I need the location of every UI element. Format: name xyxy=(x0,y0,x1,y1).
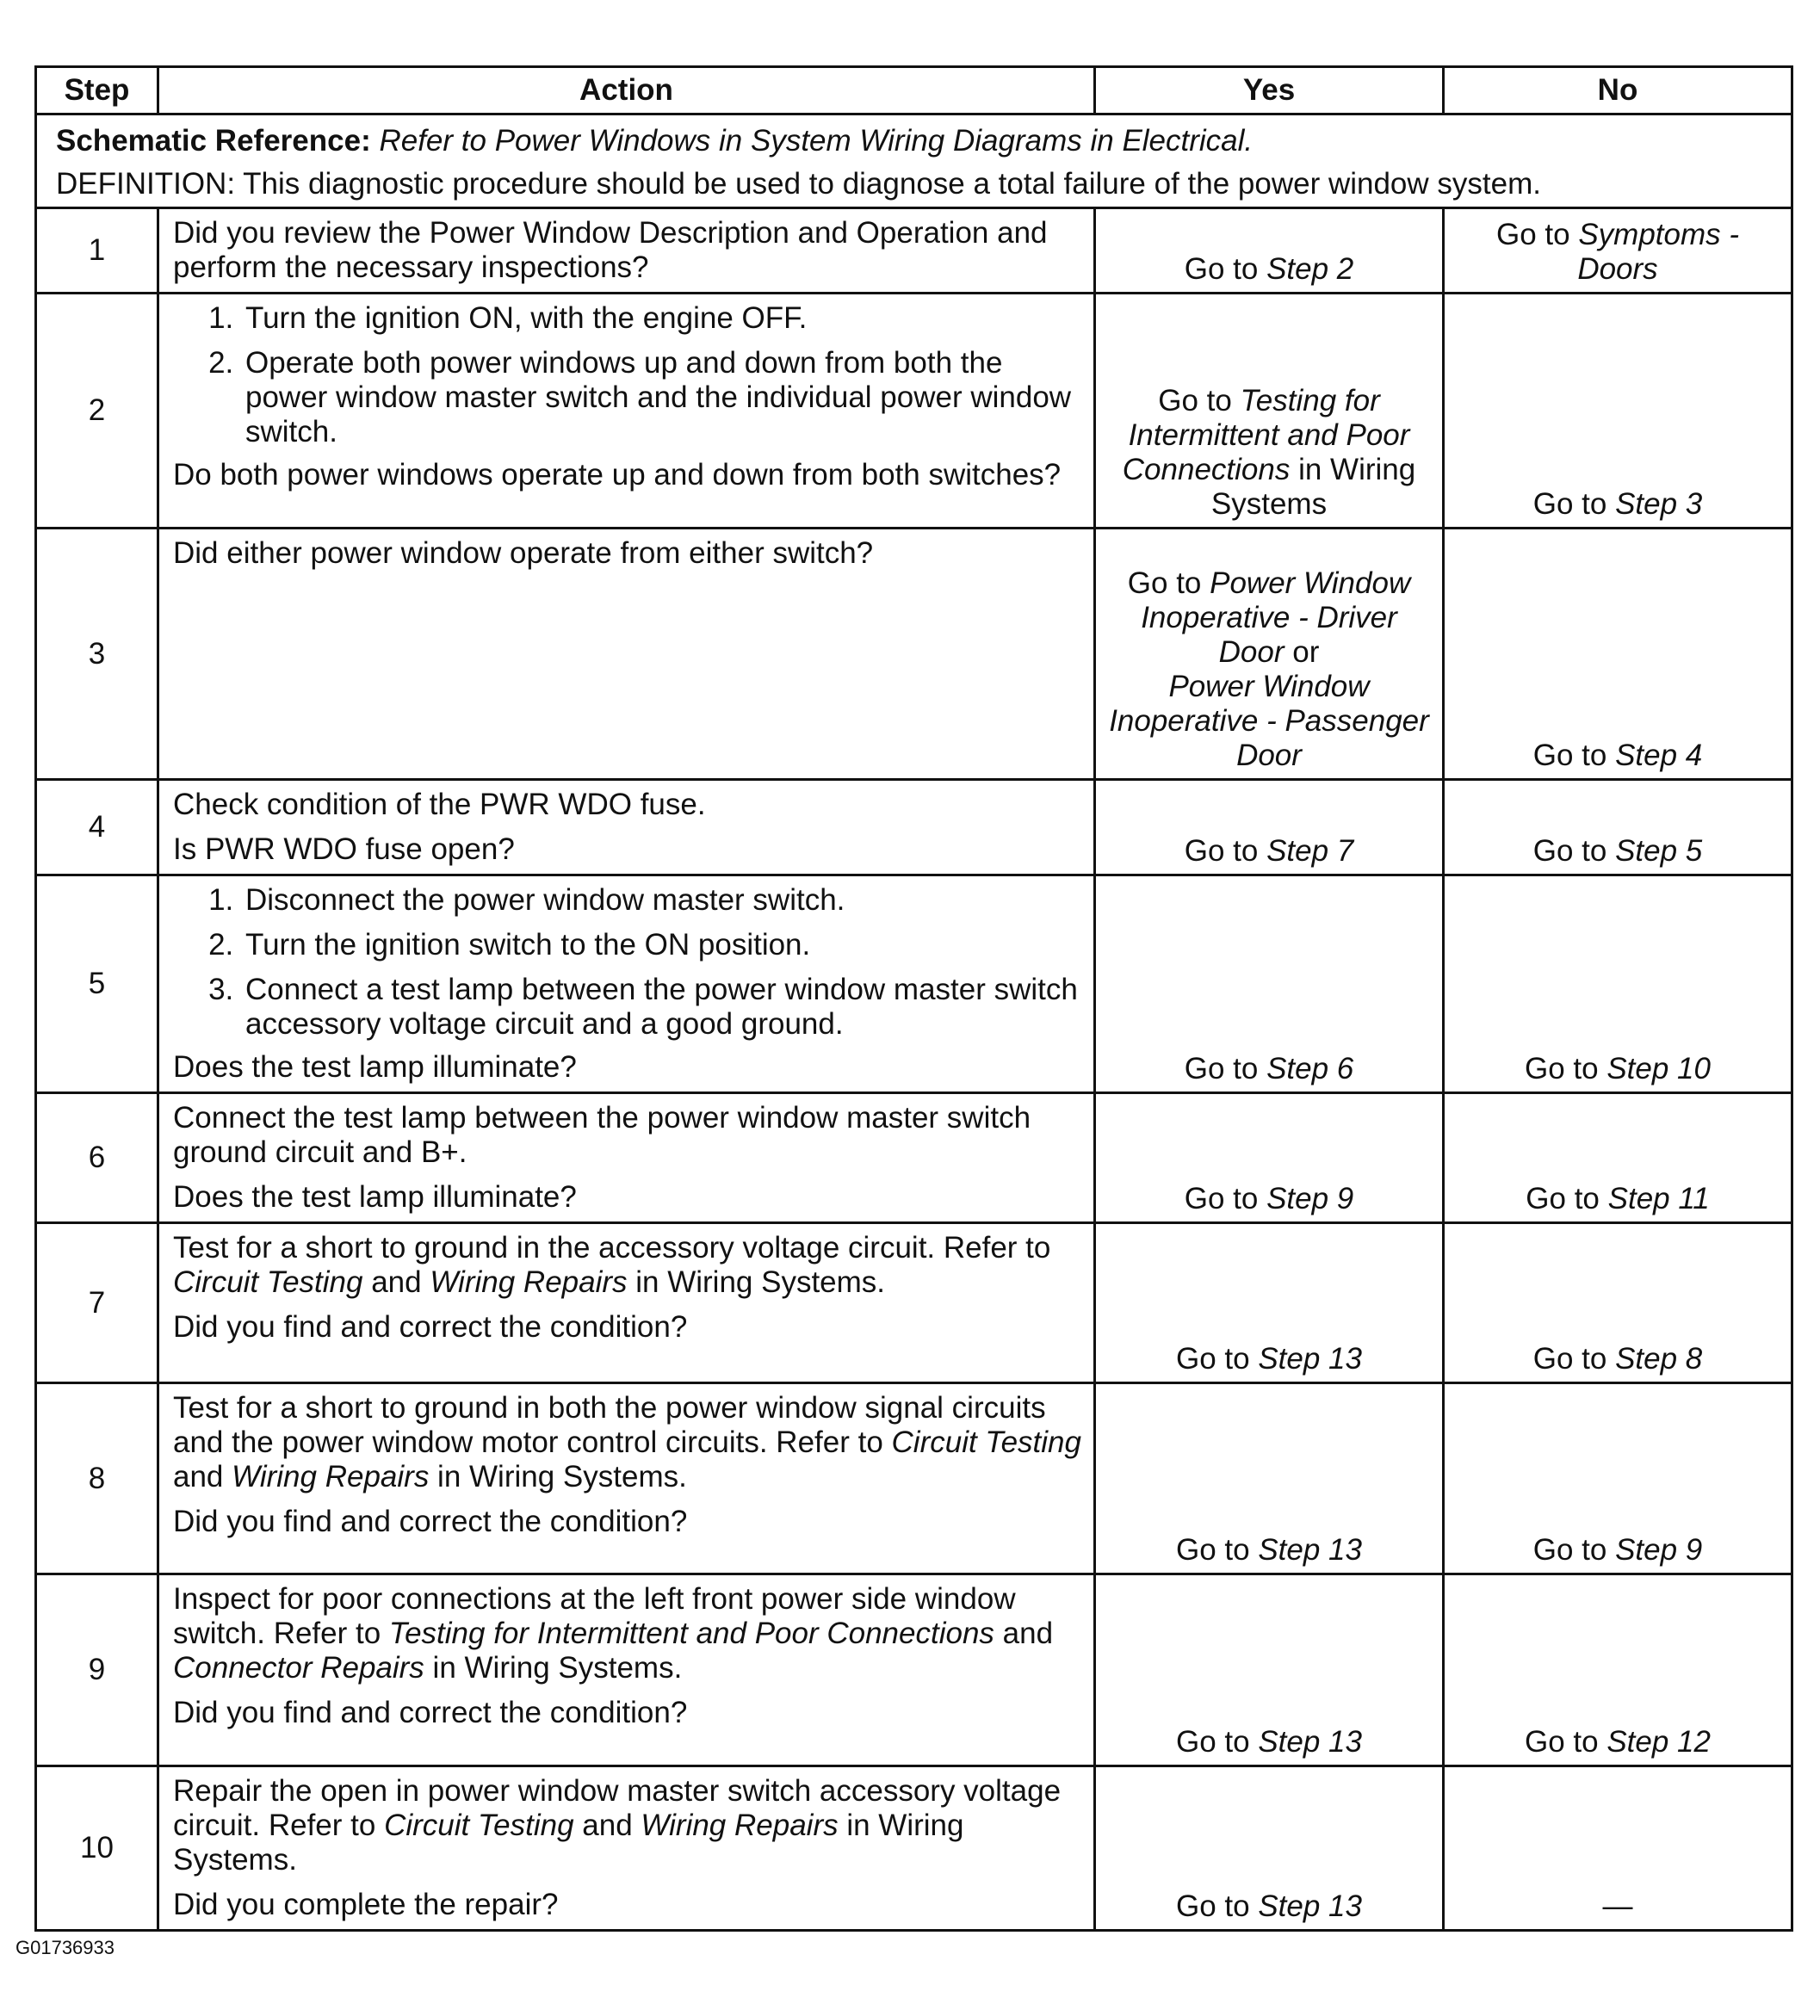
header-no: No xyxy=(1444,67,1792,114)
yes-line xyxy=(1105,252,1433,287)
action-question xyxy=(173,832,1081,867)
schematic-label: Schematic Reference: xyxy=(56,124,371,158)
text-run: Go to xyxy=(1532,1342,1616,1376)
action-step-item: 1. Disconnect the power window master switch. xyxy=(242,883,1081,918)
table-row xyxy=(36,529,1792,780)
yes-line xyxy=(1105,1342,1433,1376)
text-run: in Wiring Systems. xyxy=(627,1265,886,1299)
yes-line xyxy=(1105,1182,1433,1216)
step-number: 1 xyxy=(36,208,158,294)
yes-cell xyxy=(1095,1766,1444,1931)
reference-link-text: Testing for Intermittent and Poor Connections xyxy=(388,1617,994,1650)
action-cell xyxy=(158,780,1095,875)
reference-link-text: Step 3 xyxy=(1615,487,1703,521)
info-cell xyxy=(36,114,1792,208)
table-row xyxy=(36,208,1792,294)
no-cell xyxy=(1444,529,1792,780)
yes-cell xyxy=(1095,1574,1444,1766)
step-number: 9 xyxy=(36,1574,158,1766)
step-number: 10 xyxy=(36,1766,158,1931)
yes-cell xyxy=(1095,780,1444,875)
no-line xyxy=(1453,1342,1782,1376)
action-step-item: 2. Turn the ignition switch to the ON position. xyxy=(242,928,1081,962)
yes-cell xyxy=(1095,1383,1444,1574)
action-step-item: 2. Operate both power windows up and down from both the power window master switch and the individual power window switch. xyxy=(242,346,1081,449)
action-cell xyxy=(158,1574,1095,1766)
action-cell xyxy=(158,875,1095,1093)
text-run: Do both power windows operate up and down from both switches? xyxy=(173,458,1062,492)
action-question xyxy=(173,1888,1081,1922)
yes-top-block xyxy=(1105,566,1433,773)
action-steps-list xyxy=(173,301,1081,449)
text-run: and xyxy=(994,1617,1054,1650)
action-cell xyxy=(158,1223,1095,1383)
yes-cell xyxy=(1095,875,1444,1093)
text-run: Go to xyxy=(1532,834,1616,868)
text-run: Check condition of the PWR WDO fuse. xyxy=(173,788,706,821)
text-run: Inspect for poor connections at the left front power side window switch. Refer to xyxy=(173,1582,1016,1650)
text-run: Did you find and correct the condition? xyxy=(173,1310,688,1344)
schematic-reference xyxy=(56,124,1775,158)
no-cell xyxy=(1444,208,1792,294)
table-row xyxy=(36,875,1792,1093)
reference-link-text: Step 13 xyxy=(1258,1533,1362,1567)
yes-cell xyxy=(1095,294,1444,529)
text-run: Go to xyxy=(1532,1533,1616,1567)
text-run: Connect the test lamp between the power window master switch ground circuit and B+. xyxy=(173,1101,1031,1169)
text-run: or xyxy=(1284,635,1320,669)
no-line xyxy=(1453,1533,1782,1568)
text-run: Did you review the Power Window Description and Operation and perform the necessary inspections? xyxy=(173,216,1048,284)
yes-line xyxy=(1105,834,1433,869)
text-run: Go to xyxy=(1184,834,1267,868)
action-question xyxy=(173,1505,1081,1539)
action-question xyxy=(173,1050,1081,1085)
reference-link-text: Step 12 xyxy=(1606,1725,1711,1759)
step-number: 2 xyxy=(36,294,158,529)
reference-link-text: Step 9 xyxy=(1266,1182,1354,1215)
reference-link-text: Step 5 xyxy=(1615,834,1703,868)
reference-link-text: Step 4 xyxy=(1615,739,1703,772)
no-cell xyxy=(1444,875,1792,1093)
reference-link-text: Power Window Inoperative - Passenger Door xyxy=(1109,670,1429,772)
dash-placeholder: — xyxy=(1602,1889,1633,1923)
table-row xyxy=(36,780,1792,875)
table-row xyxy=(36,1574,1792,1766)
no-cell xyxy=(1444,1766,1792,1931)
yes-line xyxy=(1105,384,1433,522)
action-question xyxy=(173,1180,1081,1215)
reference-link-text: Step 13 xyxy=(1258,1342,1362,1376)
text-run: Did you find and correct the condition? xyxy=(173,1505,688,1538)
text-run: and xyxy=(362,1265,430,1299)
step-number: 7 xyxy=(36,1223,158,1383)
action-step-item: 1. Turn the ignition ON, with the engine OFF. xyxy=(242,301,1081,336)
step-number: 6 xyxy=(36,1093,158,1223)
reference-link-text: Symptoms - Doors xyxy=(1577,218,1740,286)
text-run: Go to xyxy=(1176,1725,1259,1759)
table-row xyxy=(36,1383,1792,1574)
no-line xyxy=(1453,1182,1782,1216)
text-run: Go to xyxy=(1532,739,1616,772)
no-line xyxy=(1453,834,1782,869)
no-cell xyxy=(1444,780,1792,875)
yes-cell xyxy=(1095,529,1444,780)
action-paragraph xyxy=(173,1391,1081,1494)
action-cell xyxy=(158,1766,1095,1931)
text-run: Did you find and correct the condition? xyxy=(173,1696,688,1729)
reference-link-text: Step 9 xyxy=(1615,1533,1703,1567)
text-run: Go to xyxy=(1176,1889,1259,1923)
no-line xyxy=(1453,1052,1782,1086)
reference-link-text: Wiring Repairs xyxy=(641,1809,839,1842)
no-cell xyxy=(1444,1574,1792,1766)
action-paragraph xyxy=(173,1774,1081,1877)
action-cell xyxy=(158,1093,1095,1223)
reference-link-text: Circuit Testing xyxy=(173,1265,363,1299)
no-cell xyxy=(1444,294,1792,529)
action-paragraph xyxy=(173,216,1081,285)
text-run: Test for a short to ground in both the power window signal circuits and the power window motor control circuits. Refer to xyxy=(173,1391,1046,1459)
reference-link-text: Wiring Repairs xyxy=(430,1265,628,1299)
reference-link-text: Step 13 xyxy=(1258,1725,1362,1759)
text-run: Go to xyxy=(1158,384,1241,417)
header-action: Action xyxy=(158,67,1095,114)
yes-cell xyxy=(1095,208,1444,294)
yes-line xyxy=(1105,1052,1433,1086)
no-line xyxy=(1453,1725,1782,1759)
no-cell xyxy=(1444,1223,1792,1383)
table-row xyxy=(36,1766,1792,1931)
yes-cell xyxy=(1095,1223,1444,1383)
action-paragraph xyxy=(173,788,1081,822)
table-body xyxy=(36,114,1792,1931)
text-run: Repair the open in power window master switch accessory voltage circuit. Refer to xyxy=(173,1774,1062,1842)
text-run: Go to xyxy=(1176,1533,1259,1567)
yes-line xyxy=(1105,1725,1433,1759)
text-run: Go to xyxy=(1532,487,1616,521)
action-question xyxy=(173,1696,1081,1730)
no-line xyxy=(1453,739,1782,773)
step-number: 8 xyxy=(36,1383,158,1574)
yes-cell xyxy=(1095,1093,1444,1223)
text-run: Did you complete the repair? xyxy=(173,1888,559,1921)
reference-link-text: Step 6 xyxy=(1266,1052,1354,1085)
reference-link-text: Step 11 xyxy=(1607,1182,1710,1215)
reference-link-text: Power Window Inoperative - Driver Door xyxy=(1141,566,1411,669)
text-run: in Wiring Systems. xyxy=(173,1809,964,1877)
action-step-item: 3. Connect a test lamp between the power window master switch accessory voltage circuit and a good ground. xyxy=(242,973,1081,1042)
step-number: 5 xyxy=(36,875,158,1093)
table-row xyxy=(36,1093,1792,1223)
yes-line xyxy=(1105,1889,1433,1924)
step-number: 3 xyxy=(36,529,158,780)
action-paragraph xyxy=(173,1101,1081,1170)
reference-link-text: Step 7 xyxy=(1266,834,1354,868)
text-run: in Wiring Systems. xyxy=(424,1651,683,1685)
text-run: Go to xyxy=(1176,1342,1259,1376)
reference-link-text: Step 13 xyxy=(1258,1889,1362,1923)
text-run: Go to xyxy=(1184,1052,1267,1085)
action-cell xyxy=(158,1383,1095,1574)
step-number: 4 xyxy=(36,780,158,875)
reference-link-text: Connector Repairs xyxy=(173,1651,424,1685)
no-line xyxy=(1453,218,1782,287)
text-run: in Wiring Systems xyxy=(1210,453,1416,521)
text-run: Does the test lamp illuminate? xyxy=(173,1180,577,1214)
text-run: Go to xyxy=(1127,566,1210,600)
table-row xyxy=(36,294,1792,529)
action-paragraph xyxy=(173,536,1081,571)
action-steps-list xyxy=(173,883,1081,1042)
reference-link-text: Wiring Repairs xyxy=(232,1460,430,1493)
no-cell xyxy=(1444,1093,1792,1223)
text-run: and xyxy=(173,1460,232,1493)
yes-line xyxy=(1105,1533,1433,1568)
reference-link-text: Circuit Testing xyxy=(891,1425,1081,1459)
yes-line xyxy=(1105,670,1433,773)
yes-line xyxy=(1105,566,1433,670)
figure-code: G01736933 xyxy=(15,1937,115,1958)
reference-link-text: Step 2 xyxy=(1266,252,1354,286)
action-paragraph xyxy=(173,1582,1081,1685)
diagnostic-table xyxy=(34,65,1793,1932)
action-cell xyxy=(158,294,1095,529)
schematic-text: Refer to Power Windows in System Wiring Diagrams in Electrical. xyxy=(379,124,1254,158)
no-cell xyxy=(1444,1383,1792,1574)
text-run: Go to xyxy=(1525,1052,1607,1085)
action-cell xyxy=(158,529,1095,780)
text-run: Does the test lamp illuminate? xyxy=(173,1050,577,1084)
info-row xyxy=(36,114,1792,208)
text-run: Go to xyxy=(1184,252,1267,286)
text-run: Test for a short to ground in the accessory voltage circuit. Refer to xyxy=(173,1231,1051,1265)
text-run: Is PWR WDO fuse open? xyxy=(173,832,515,866)
action-question xyxy=(173,458,1081,492)
reference-link-text: Circuit Testing xyxy=(384,1809,574,1842)
action-paragraph xyxy=(173,1231,1081,1300)
header-row xyxy=(36,67,1792,114)
reference-link-text: Step 10 xyxy=(1606,1052,1711,1085)
header-yes: Yes xyxy=(1095,67,1444,114)
reference-link-text: Step 8 xyxy=(1615,1342,1703,1376)
no-line xyxy=(1453,487,1782,522)
text-run: Go to xyxy=(1495,218,1579,251)
text-run: Go to xyxy=(1184,1182,1267,1215)
text-run: Go to xyxy=(1525,1725,1607,1759)
text-run: and xyxy=(573,1809,641,1842)
text-run: in Wiring Systems. xyxy=(429,1460,687,1493)
definition-text: DEFINITION: This diagnostic procedure should be used to diagnose a total failure of the power window system. xyxy=(56,167,1541,201)
reference-link-text: Testing for Intermittent and Poor Connections xyxy=(1122,384,1410,486)
action-question xyxy=(173,1310,1081,1345)
table-row xyxy=(36,1223,1792,1383)
action-cell xyxy=(158,208,1095,294)
text-run: Go to xyxy=(1526,1182,1608,1215)
text-run: Did either power window operate from either switch? xyxy=(173,536,874,570)
header-step: Step xyxy=(36,67,158,114)
